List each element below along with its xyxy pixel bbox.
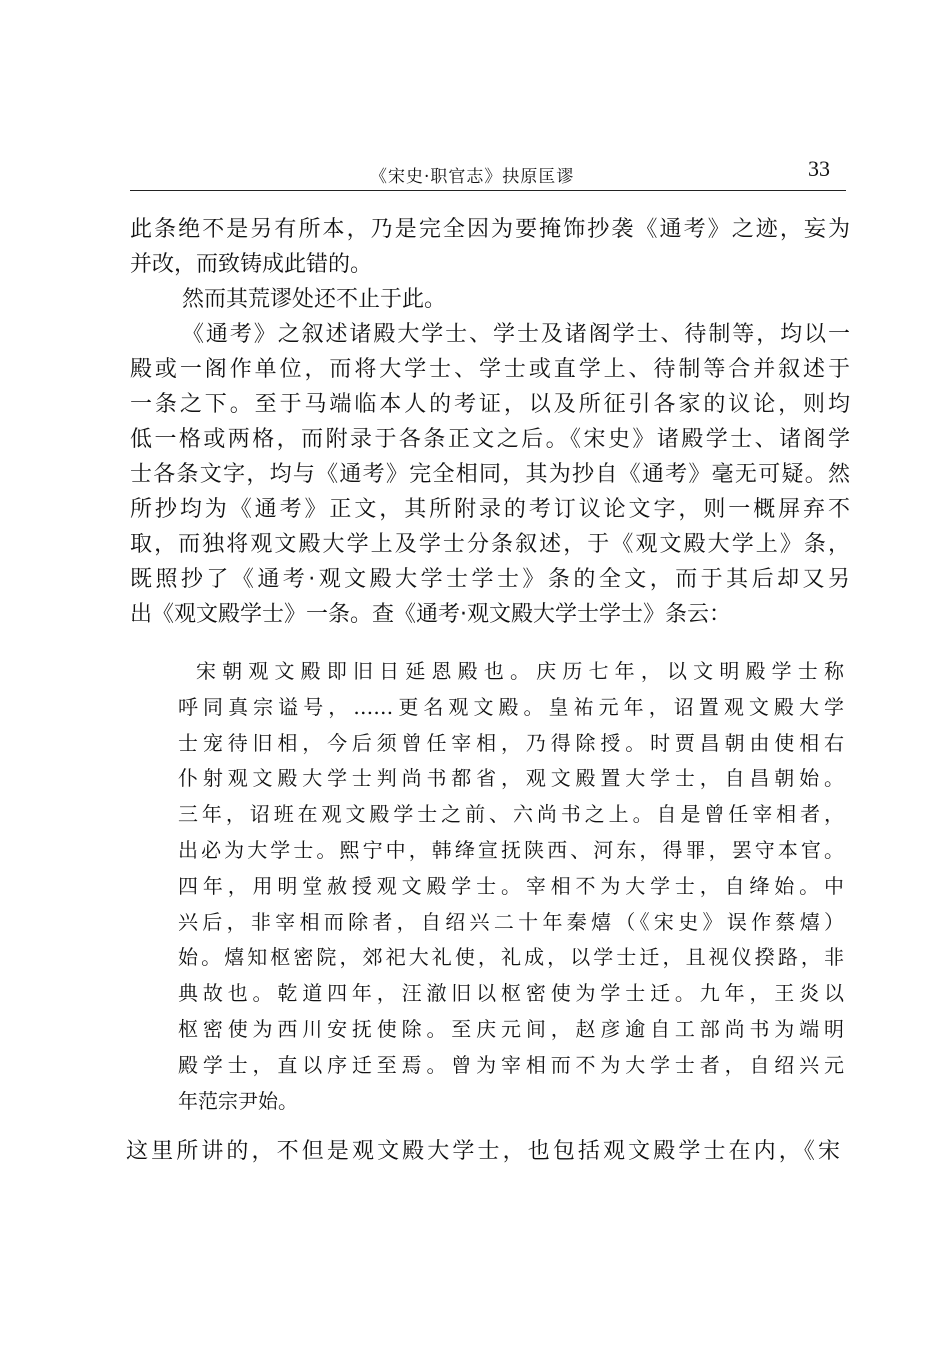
text-line: 士各条文字，均与《通考》完全相同，其为抄自《通考》毫无可疑。然 — [130, 462, 850, 487]
quote-line: 始。熺知枢密院，郊祀大礼使，礼成，以学士迁，且视仪揆路，非 — [178, 945, 844, 970]
text-line: 所抄均为《通考》正文，其所附录的考订议论文字，则一概屏弃不 — [130, 497, 850, 522]
text-line: 低一格或两格，而附录于各条正文之后。《宋史》诸殿学士、诸阁学 — [130, 427, 850, 452]
text-line: 这里所讲的，不但是观文殿大学士，也包括观文殿学士在内，《宋 — [126, 1139, 840, 1164]
quote-line: 仆射观文殿大学士判尚书都省，观文殿置大学士，自昌朝始。 — [178, 766, 844, 791]
quote-line: 年范宗尹始。 — [178, 1088, 298, 1113]
text-line: 取，而独将观文殿大学上及学士分条叙述，于《观文殿大学上》条， — [130, 532, 850, 557]
header-rule — [130, 190, 846, 191]
quote-line: 宋朝观文殿即旧日延恩殿也。庆历七年，以文明殿学士称 — [196, 659, 844, 683]
text-line: 既照抄了《通考·观文殿大学士学士》条的全文，而于其后却又另 — [130, 567, 850, 592]
quote-line: 三年，诏班在观文殿学士之前、六尚书之上。自是曾任宰相者， — [178, 802, 844, 827]
quote-line: 典故也。乾道四年，汪澈旧以枢密使为学士迁。九年，王炎以 — [178, 981, 844, 1006]
running-head: 《宋史·职官志》抉原匡谬 — [370, 167, 575, 187]
body-text-bottom — [126, 1134, 840, 1169]
quote-line: 殿学士，直以序迁至焉。曾为宰相而不为大学士者，自绍兴元 — [178, 1052, 844, 1077]
quote-line: 枢密使为西川安抚使除。至庆元间，赵彦逾自工部尚书为端明 — [178, 1016, 844, 1041]
text-line: 一条之下。至于马端临本人的考证，以及所征引各家的议论，则均 — [130, 392, 850, 417]
quote-line: 兴后，非宰相而除者，自绍兴二十年秦熺（《宋史》误作蔡熺） — [178, 909, 844, 934]
page-number: 33 — [808, 156, 830, 181]
text-line: 此条绝不是另有所本，乃是完全因为要掩饰抄袭《通考》之迹，妄为 — [130, 217, 850, 242]
block-quote — [178, 654, 844, 1119]
text-line: 并改，而致铸成此错的。 — [130, 252, 373, 277]
quote-line: 呼同真宗谥号，……更名观文殿。皇祐元年，诏置观文殿大学 — [178, 694, 844, 719]
body-text-top — [130, 212, 850, 632]
text-line: 然而其荒谬处还不止于此。 — [182, 287, 447, 312]
text-line: 《通考》之叙述诸殿大学士、学士及诸阁学士、待制等，均以一 — [182, 322, 850, 347]
quote-line: 士宠待旧相，今后须曾任宰相，乃得除授。时贾昌朝由使相右 — [178, 730, 844, 755]
text-line: 出《观文殿学士》一条。查《通考·观文殿大学士学士》条云： — [130, 602, 731, 627]
text-line: 殿或一阁作单位，而将大学士、学士或直学上、待制等合并叙述于 — [130, 357, 850, 382]
page-header — [130, 152, 846, 194]
quote-line: 四年，用明堂赦授观文殿学士。宰相不为大学士，自绛始。中 — [178, 873, 844, 898]
quote-line: 出必为大学士。熙宁中，韩绛宣抚陕西、河东，得罪，罢守本官。 — [178, 837, 844, 862]
